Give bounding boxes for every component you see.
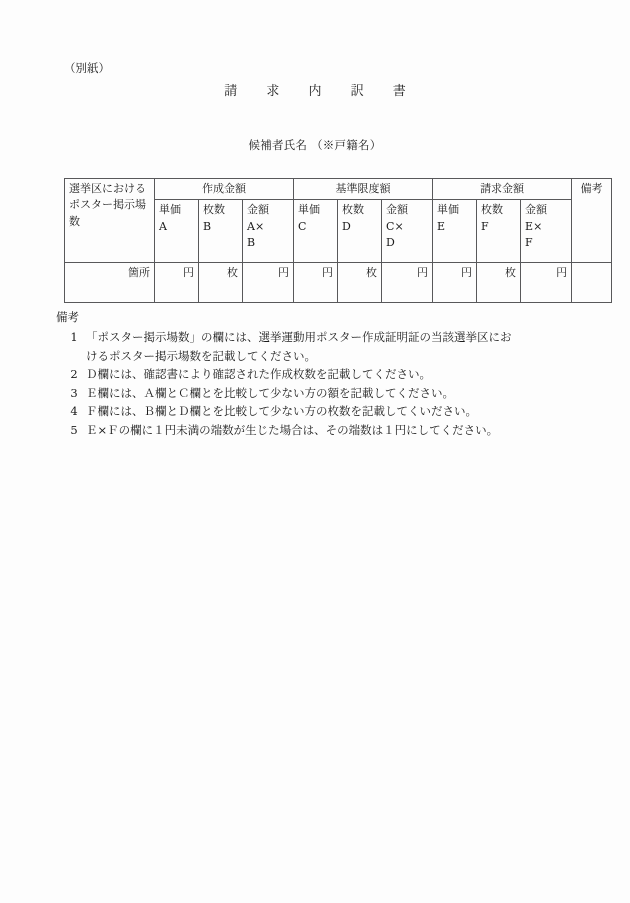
subheader-code-second: F xyxy=(525,235,533,249)
subheader-code-second: B xyxy=(247,235,256,249)
notes-title: 備考 xyxy=(56,310,79,324)
table-row xyxy=(65,263,612,303)
subheader-quantity-d xyxy=(338,200,382,263)
note-text: Ｅ欄には、Ａ欄とＣ欄とを比較して少ない方の額を記載してください。 xyxy=(86,385,454,400)
candidate-name-line: 候補者氏名 （※戸籍名） xyxy=(248,138,382,152)
note-item xyxy=(56,328,584,365)
subheader-unit-price-c xyxy=(294,200,338,263)
cell-unit-price-c[interactable]: 円 xyxy=(294,263,338,303)
subheader-label: 単価 xyxy=(437,203,460,217)
subheader-label: 枚数 xyxy=(203,203,225,217)
subheader-code: C× xyxy=(386,219,404,233)
note-text: Ｅ×Ｆの欄に１円未満の端数が生じた場合は、その端数は１円にしてください。 xyxy=(86,423,499,438)
note-item xyxy=(56,365,584,384)
note-text xyxy=(86,328,584,365)
subheader-code: A× xyxy=(247,219,265,233)
subheader-label: 金額 xyxy=(247,203,269,217)
cell-quantity-d[interactable]: 枚 xyxy=(338,263,382,303)
cell-amount-e-times-f[interactable]: 円 xyxy=(521,263,572,303)
subheader-code: C xyxy=(298,219,307,233)
subheader-unit-price-e xyxy=(433,200,477,263)
notes-section xyxy=(56,310,584,440)
note-number: 3 xyxy=(70,385,78,400)
cell-amount-a-times-b[interactable]: 円 xyxy=(243,263,294,303)
cell-unit-price-a[interactable]: 円 xyxy=(155,263,199,303)
cell-quantity-b[interactable]: 枚 xyxy=(199,263,243,303)
attachment-label: （別紙） xyxy=(64,61,110,75)
note-number: 2 xyxy=(70,367,78,382)
note-item xyxy=(56,384,584,403)
subheader-label: 金額 xyxy=(525,203,548,217)
subheader-amount-c-times-d xyxy=(382,200,433,263)
subheader-amount-a-times-b xyxy=(243,200,294,263)
note-text-line: 「ポスター掲示場数」の欄には、選挙運動用ポスター作成証明証の当該選挙区にお xyxy=(86,329,512,344)
cell-amount-c-times-d[interactable]: 円 xyxy=(382,263,433,303)
note-item xyxy=(56,402,584,421)
subheader-label: 枚数 xyxy=(342,203,365,217)
page-title: 請 求 内 訳 書 xyxy=(224,84,414,99)
cell-site-count-unit[interactable]: 箇所 xyxy=(65,263,155,303)
subheader-label: 枚数 xyxy=(481,203,504,217)
cell-quantity-f[interactable]: 枚 xyxy=(477,263,521,303)
table-header-row-groups xyxy=(65,179,612,200)
note-number: 4 xyxy=(70,404,78,419)
subheader-label: 単価 xyxy=(298,203,321,217)
cell-remarks[interactable] xyxy=(572,263,612,303)
header-group-creation-amount: 作成金額 xyxy=(155,179,294,200)
header-group-claim-amount: 請求金額 xyxy=(433,179,572,200)
subheader-code: A xyxy=(159,219,167,233)
subheader-quantity-b xyxy=(199,200,243,263)
subheader-code-second: D xyxy=(386,235,395,249)
claim-breakdown-table-wrapper xyxy=(64,178,603,303)
subheader-code: F xyxy=(481,219,489,233)
note-item xyxy=(56,421,584,440)
note-text-continuation: けるポスター掲示場数を記載してください。 xyxy=(86,348,316,363)
subheader-code: D xyxy=(342,219,351,233)
header-remarks: 備考 xyxy=(572,179,612,263)
subheader-code: B xyxy=(203,219,212,233)
header-group-standard-limit: 基準限度額 xyxy=(294,179,433,200)
header-poster-site-count: 選挙区におけるポスター掲示場数 xyxy=(65,179,155,263)
note-number: 1 xyxy=(70,329,78,344)
subheader-label: 金額 xyxy=(386,203,409,217)
subheader-quantity-f xyxy=(477,200,521,263)
note-text: Ｄ欄には、確認書により確認された作成枚数を記載してください。 xyxy=(86,367,431,382)
cell-unit-price-e[interactable]: 円 xyxy=(433,263,477,303)
subheader-code: E× xyxy=(525,219,543,233)
claim-breakdown-table xyxy=(64,178,612,303)
subheader-code: E xyxy=(437,219,446,233)
subheader-label: 単価 xyxy=(159,203,181,217)
note-number: 5 xyxy=(70,423,78,438)
note-text: Ｆ欄には、Ｂ欄とＤ欄とを比較して少ない方の枚数を記載してくいださい。 xyxy=(86,404,477,419)
subheader-amount-e-times-f xyxy=(521,200,572,263)
subheader-unit-price-a xyxy=(155,200,199,263)
